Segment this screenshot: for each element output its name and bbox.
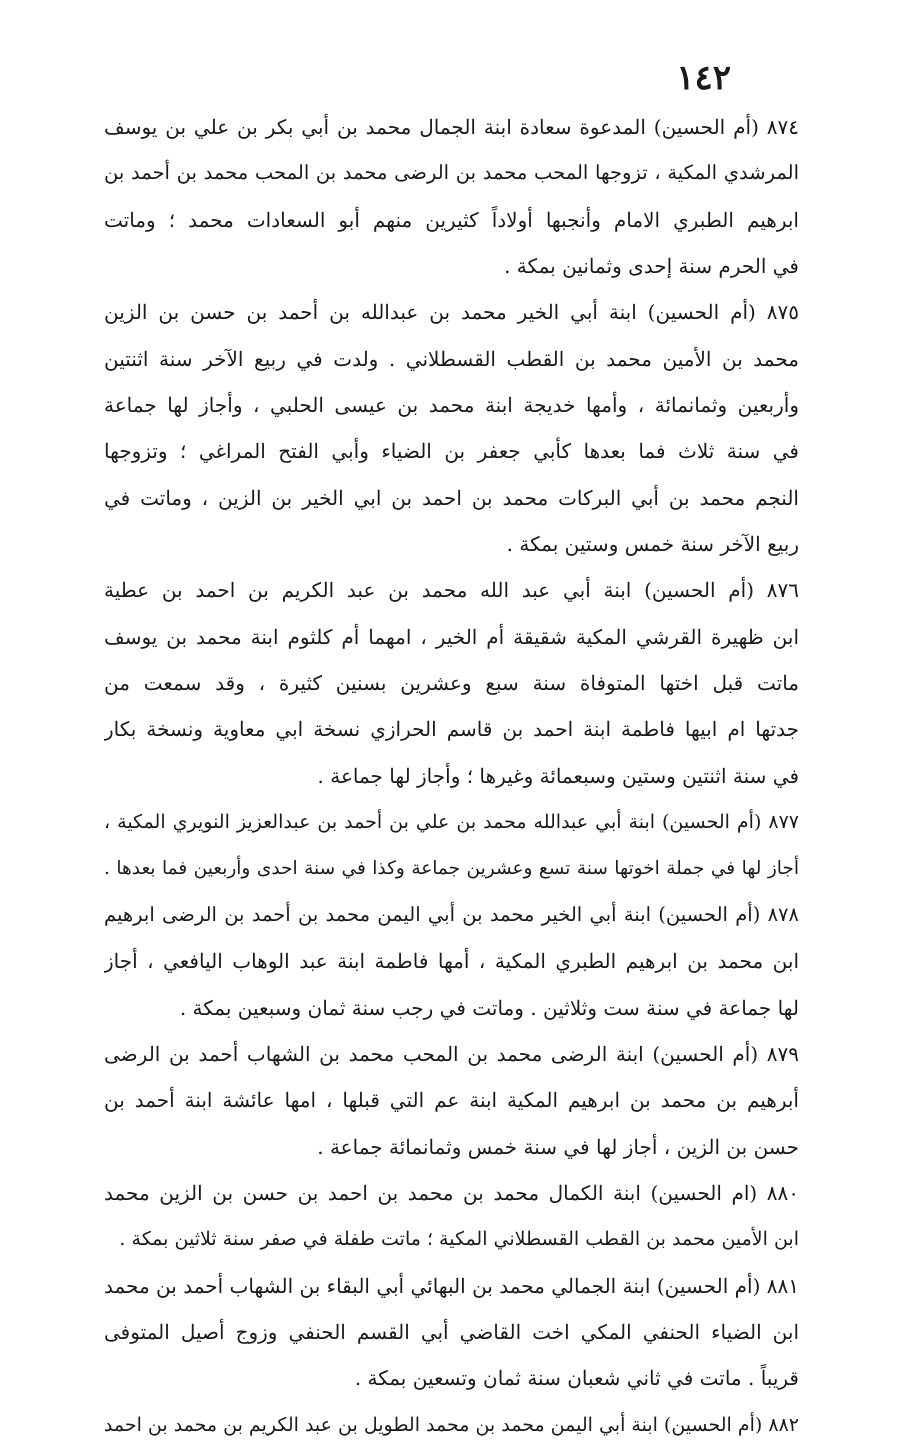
text-line: في سنة ثلاث فما بعدها كأبي جعفر بن الضياء وأبي الفتح المراغي ؛ وتزوجها [104,439,799,464]
text-line: ابن محمد بن ابرهيم الطبري المكية ، أمها فاطمة ابنة عبد الوهاب اليافعي ، أجاز [104,949,799,974]
text-line: ربيع الآخر سنة خمس وستين بمكة . [506,532,799,557]
text-line: أبرهيم بن محمد بن ابرهيم المكية ابنة عم التي قبلها ، امها عائشة ابنة أحمد بن [104,1088,799,1113]
text-line: ٨٧٦ (أم الحسين) ابنة أبي عبد الله محمد بن عبد الكريم بن احمد بن عطية [104,578,799,603]
text-line: ٨٨١ (أم الحسين) ابنة الجمالي محمد بن البهائي أبي البقاء بن الشهاب أحمد بن محمد [104,1273,799,1298]
text-line: في سنة اثنتين وستين وسبعمائة وغيرها ؛ وأجاز لها جماعة . [317,763,799,788]
text-line: قريباً . ماتت في ثاني شعبان سنة ثمان وتسعين بمكة . [354,1366,799,1391]
text-line: ٨٧٧ (أم الحسين) ابنة أبي عبدالله محمد بن علي بن أحمد بن عبدالعزيز النويري المكية ، [104,811,799,834]
biography-text-block [104,104,799,1448]
text-line: ٨٨٢ (أم الحسين) ابنة أبي اليمن محمد بن محمد الطويل بن عبد الكريم بن محمد بن احمد [104,1413,799,1436]
text-line: ٨٧٥ (أم الحسين) ابنة أبي الخير محمد بن عبدالله بن أحمد بن حسن بن الزين [104,300,799,325]
text-line: ماتت قبل اختها المتوفاة سنة سبع وعشرين بسنين كثيرة ، وقد سمعت من [104,671,799,696]
text-line: ابن الأمين محمد بن القطب القسطلاني المكية ؛ ماتت طفلة في صفر سنة ثلاثين بمكة . [119,1228,799,1251]
text-line: ابرهيم الطبري الامام وأنجبها أولاداً كثيرين منهم أبو السعادات محمد ؛ وماتت [104,207,799,232]
text-line: وأربعين وثمانمائة ، وأمها خديجة ابنة محمد بن عيسى الحلبي ، وأجاز لها جماعة [104,393,799,418]
text-line: أجاز لها في جملة اخوتها سنة تسع وعشرين جماعة وكذا في سنة احدى وأربعين فما بعدها . [104,857,799,879]
text-line: ابن الضياء الحنفي المكي اخت القاضي أبي القسم الحنفي وزوج أصيل المتوفى [104,1319,799,1344]
text-line: ٨٧٨ (أم الحسين) ابنة أبي الخير محمد بن أبي اليمن محمد بن أحمد بن الرضى ابرهيم [104,902,799,926]
text-line: ٨٧٩ (أم الحسين) ابنة الرضى محمد بن المحب محمد بن الشهاب أحمد بن الرضى [104,1041,799,1066]
text-line: في الحرم سنة إحدى وثمانين بمكة . [504,254,799,279]
text-line: ٨٨٠ (ام الحسين) ابنة الكمال محمد بن محمد بن احمد بن حسن بن الزين محمد [104,1180,799,1205]
text-line: حسن بن الزين ، أجاز لها في سنة خمس وثمانمائة جماعة . [317,1134,799,1159]
text-line: ابن ظهيرة القرشي المكية شقيقة أم الخير ، امهما أم كلثوم ابنة محمد بن يوسف [104,624,799,649]
text-line: جدتها ام ابيها فاطمة ابنة احمد بن قاسم الحرازي نسخة ابي معاوية ونسخة بكار [104,717,799,742]
text-line: المرشدي المكية ، تزوجها المحب محمد بن الرضى محمد بن المحب محمد بن أحمد بن [104,161,799,185]
page-number: ١٤٢ [676,58,731,98]
text-line: ٨٧٤ (أم الحسين) المدعوة سعادة ابنة الجمال محمد بن أبي بكر بن علي بن يوسف [104,115,799,139]
text-line: محمد بن الأمين محمد بن القطب القسطلاني . ولدت في ربيع الآخر سنة اثنتين [104,346,799,371]
text-line: لها جماعة في سنة ست وثلاثين . وماتت في رجب سنة ثمان وسبعين بمكة . [179,995,799,1020]
text-line: النجم محمد بن أبي البركات محمد بن احمد بن ابي الخير بن الزين ، وماتت في [104,485,799,510]
